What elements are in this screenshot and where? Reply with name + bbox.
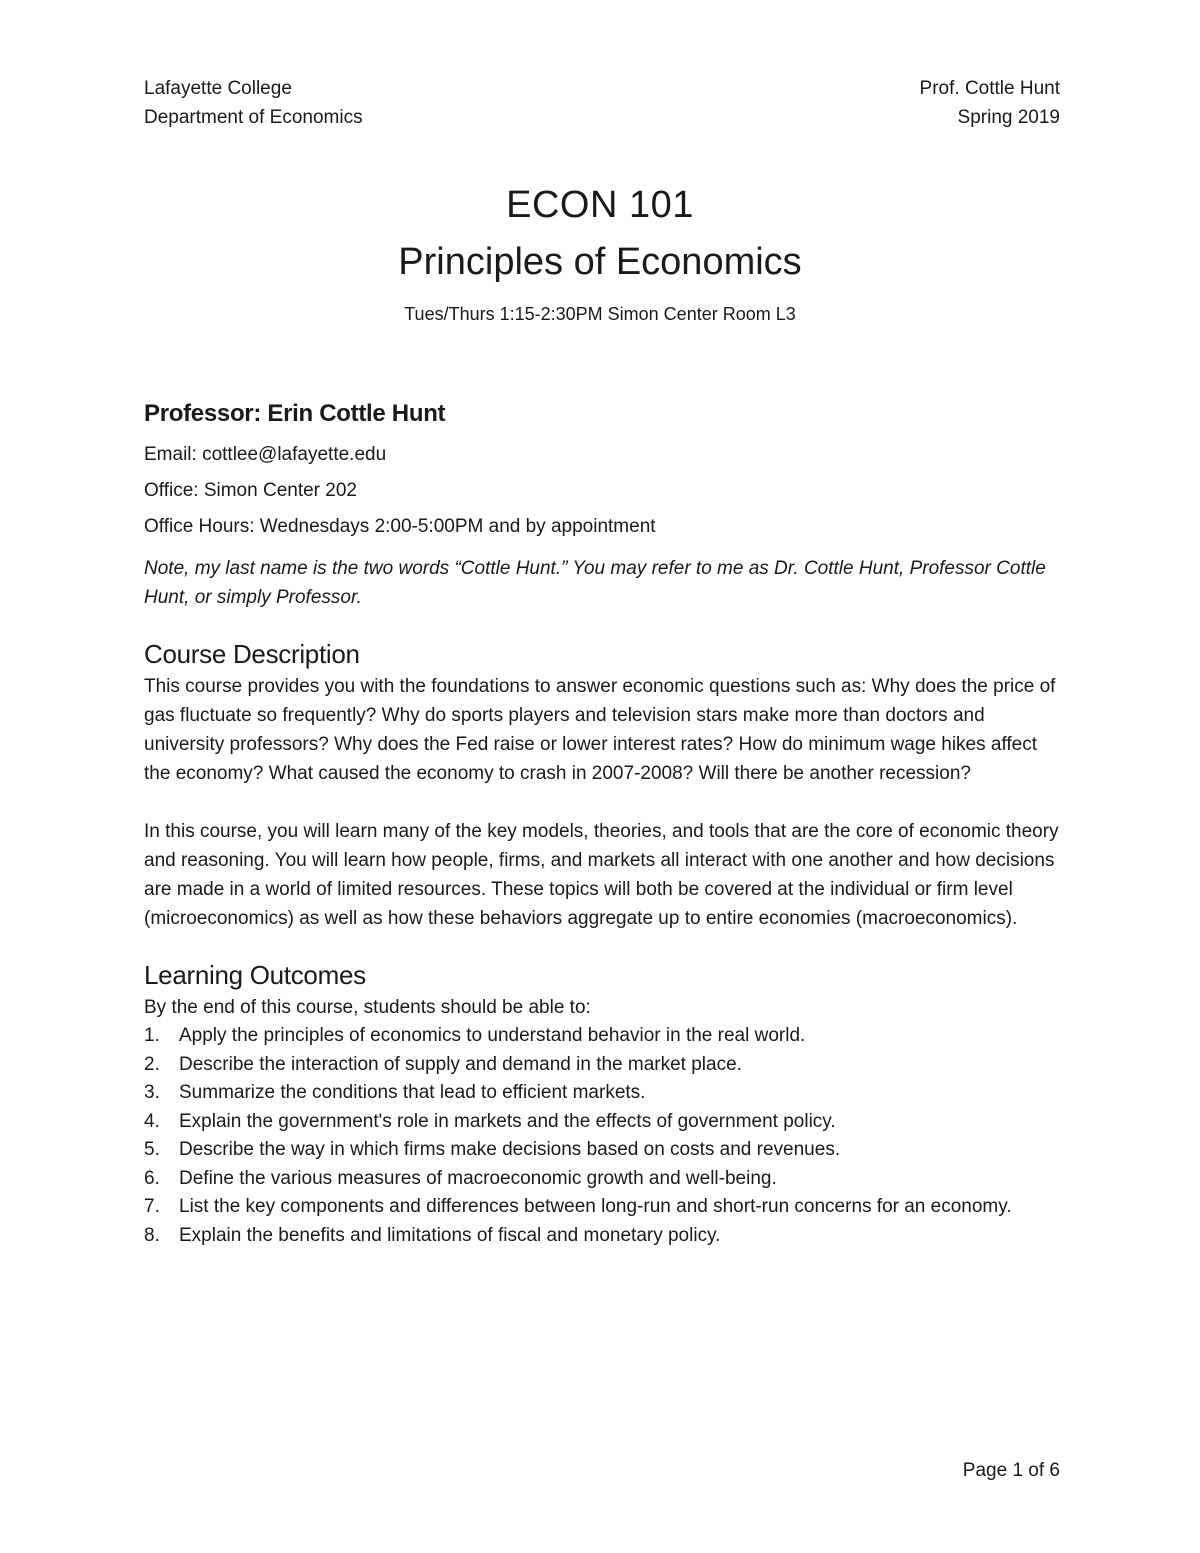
- list-item-text: Describe the interaction of supply and demand in the market place.: [179, 1053, 742, 1075]
- title-block: [0, 180, 1200, 326]
- professor-office: Office: Simon Center 202: [144, 480, 357, 501]
- list-item-number: 7.: [144, 1196, 160, 1217]
- list-item-text: Define the various measures of macroeconomic growth and well-being.: [179, 1167, 777, 1189]
- name-note: Note, my last name is the two words “Cottle Hunt.” You may refer to me as Dr. Cottle Hunt, Professor Cottle Hunt, or simply Professor.: [144, 558, 1046, 608]
- course-description-paragraph: In this course, you will learn many of the key models, theories, and tools that are the core of economic theory and reasoning. You will learn how people, firms, and markets all interact with one another and how decisions are made in a world of limited resources. These topics will both be covered at the individual or firm level (microeconomics) as well as how these behaviors aggregate up to entire economies (macroeconomics).: [144, 821, 1059, 929]
- professor-heading: Professor: Erin Cottle Hunt: [144, 400, 446, 427]
- syllabus-content: [144, 396, 1064, 1250]
- list-item-number: 2.: [144, 1053, 160, 1075]
- header-left: [144, 74, 363, 132]
- term: Spring 2019: [957, 107, 1060, 128]
- course-description-paragraph: This course provides you with the foundations to answer economic questions such as: Why does the price of gas fluctuate so frequently? Why do sports players and television stars make more than doctors and university professors? Why does the Fed raise or lower interest rates? How do minimum wage hikes affect the economy? What caused the economy to crash in 2007-2008? Will there be another recession?: [144, 676, 1056, 784]
- learning-outcomes-list: [144, 1022, 1064, 1250]
- instructor-name: Prof. Cottle Hunt: [919, 78, 1060, 99]
- institution-name: Lafayette College: [144, 78, 292, 99]
- list-item-text: Describe the way in which firms make decisions based on costs and revenues.: [179, 1139, 841, 1160]
- list-item-text: Explain the government's role in markets and the effects of government policy.: [179, 1110, 836, 1132]
- learning-outcomes-intro: By the end of this course, students should be able to:: [144, 997, 591, 1018]
- list-item-number: 8.: [144, 1224, 160, 1246]
- professor-email: Email: cottlee@lafayette.edu: [144, 444, 387, 465]
- list-item: [144, 1108, 1064, 1137]
- professor-office-hours: Office Hours: Wednesdays 2:00-5:00PM and by appointment: [144, 516, 656, 537]
- course-name: Principles of Economics: [398, 241, 802, 283]
- list-item: [144, 1136, 1064, 1165]
- list-item-text: Explain the benefits and limitations of fiscal and monetary policy.: [179, 1224, 721, 1246]
- course-description-section: [144, 636, 1064, 933]
- list-item-text: List the key components and differences between long-run and short-run concerns for an economy.: [179, 1196, 1012, 1217]
- learning-outcomes-heading: Learning Outcomes: [144, 960, 366, 990]
- list-item: [144, 1222, 1064, 1251]
- list-item: [144, 1051, 1064, 1080]
- list-item-number: 3.: [144, 1082, 160, 1103]
- course-description-heading: Course Description: [144, 639, 360, 669]
- department-name: Department of Economics: [144, 107, 363, 128]
- list-item: [144, 1165, 1064, 1194]
- list-item: [144, 1022, 1064, 1051]
- page-number: Page 1 of 6: [962, 1460, 1060, 1481]
- list-item: [144, 1193, 1064, 1222]
- header-right: [920, 74, 1060, 132]
- professor-section: [144, 396, 1064, 612]
- list-item: [144, 1079, 1064, 1108]
- list-item-text: Apply the principles of economics to understand behavior in the real world.: [179, 1025, 806, 1046]
- list-item-number: 4.: [144, 1110, 160, 1132]
- course-schedule: Tues/Thurs 1:15-2:30PM Simon Center Room L3: [404, 304, 796, 324]
- list-item-number: 1.: [144, 1025, 160, 1046]
- learning-outcomes-section: [144, 957, 1064, 1250]
- course-code: ECON 101: [506, 184, 694, 226]
- list-item-number: 6.: [144, 1167, 160, 1189]
- list-item-text: Summarize the conditions that lead to efficient markets.: [179, 1082, 646, 1103]
- list-item-number: 5.: [144, 1139, 160, 1160]
